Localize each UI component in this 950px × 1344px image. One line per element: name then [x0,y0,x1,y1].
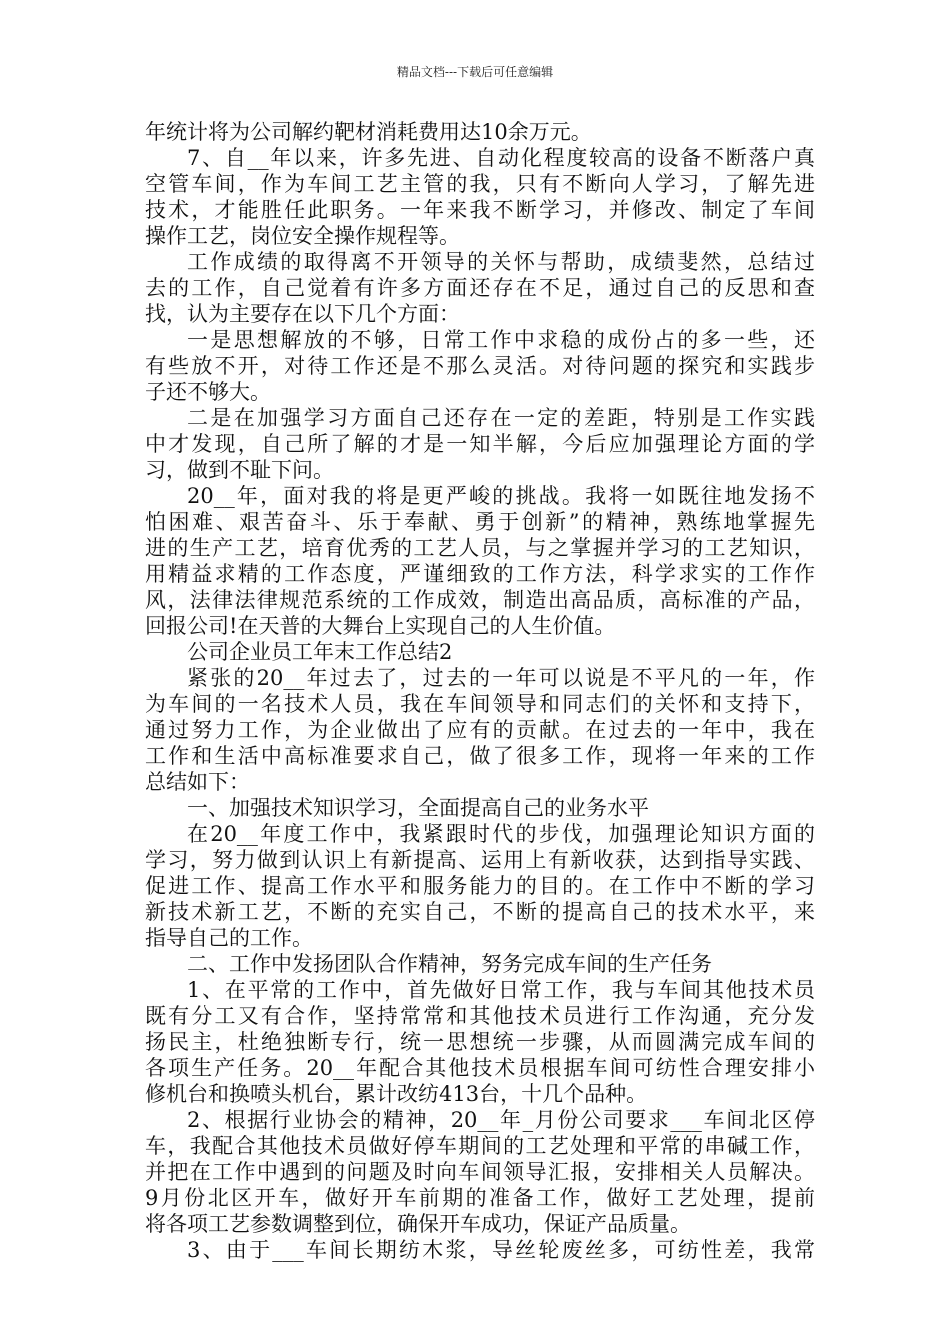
text-line: 扬民主，杜绝独断专行，统一思想统一步骤，从而圆满完成车间的 [145,1030,815,1054]
text-line: 空管车间，作为车间工艺主管的我，只有不断向人学习，了解先进 [145,172,815,196]
text-line: 习，做到不耻下问。 [145,458,334,482]
text-line: 中才发现，自己所了解的才是一知半解，今后应加强理论方面的学 [145,432,815,456]
text-line: 为车间的一名技术人员，我在车间领导和同志们的关怀和支持下， [145,692,815,716]
text-line: 回报公司!在天普的大舞台上实现自己的人生价值。 [145,614,616,638]
text-line: 在20__年度工作中，我紧跟时代的步伐，加强理论知识方面的 [187,822,815,846]
text-line: 二是在加强学习方面自己还存在一定的差距，特别是工作实践 [187,406,815,430]
text-line: 二、工作中发扬团队合作精神，努务完成车间的生产任务 [187,952,712,976]
page-header: 精品文档---下载后可任意编辑 [396,65,554,79]
text-line: 新技术新工艺，不断的充实自己，不断的提高自己的技术水平，来 [145,900,815,924]
text-line: 子还不够大。 [145,380,271,404]
text-line: 2、根据行业协会的精神，20__年_月份公司要求___车间北区停 [187,1108,815,1132]
document-body [145,119,815,1263]
text-line: 20__年，面对我的将是更严峻的挑战。我将一如既往地发扬不 [187,484,815,508]
text-line: 怕困难、艰苦奋斗、乐于奉献、勇于创新”的精神，熟练地掌握先 [145,510,815,534]
text-line: 有些放不开，对待工作还是不那么灵活。对待问题的探究和实践步 [145,354,815,378]
text-line: 并把在工作中遇到的问题及时向车间领导汇报，安排相关人员解决。 [145,1160,815,1184]
text-line: 紧张的20__年过去了，过去的一年可以说是不平凡的一年，作 [187,666,815,690]
text-line: 促进工作、提高工作水平和服务能力的目的。在工作中不断的学习 [145,874,815,898]
text-line: 操作工艺，岗位安全操作规程等。 [145,224,460,248]
text-line: 3、由于___车间长期纺木浆，导丝轮废丝多，可纺性差，我常 [187,1238,815,1262]
text-line: 工作成绩的取得离不开领导的关怀与帮助，成绩斐然，总结过 [187,250,815,274]
text-line: 学习，努力做到认识上有新提高、运用上有新收获，达到指导实践、 [145,848,815,872]
text-line: 修机台和换喷头机台，累计改纺413台，十几个品种。 [145,1082,648,1106]
text-line: 既有分工又有合作，坚持常常和其他技术员进行工作沟通，充分发 [145,1004,815,1028]
text-line: 进的生产工艺，培育优秀的工艺人员，与之掌握并学习的工艺知识， [145,536,815,560]
text-line: 去的工作，自己觉着有许多方面还存在不足，通过自己的反思和查 [145,276,815,300]
text-line: 指导自己的工作。 [145,926,313,950]
text-line: 技术，才能胜任此职务。一年来我不断学习，并修改、制定了车间 [145,198,815,222]
text-line: 车，我配合其他技术员做好停车期间的工艺处理和平常的串碱工作， [145,1134,815,1158]
text-line: 7、自__年以来，许多先进、自动化程度较高的设备不断落户真 [187,146,815,170]
text-line: 找，认为主要存在以下几个方面： [145,302,460,326]
text-line: 风，法律法律规范系统的工作成效，制造出高品质，高标准的产品， [145,588,815,612]
text-line: 通过努力工作，为企业做出了应有的贡献。在过去的一年中，我在 [145,718,815,742]
text-line: 总结如下： [145,770,250,794]
text-line: 一、加强技术知识学习，全面提高自己的业务水平 [187,796,649,820]
text-line: 1、在平常的工作中，首先做好日常工作，我与车间其他技术员 [187,978,815,1002]
text-line: 一是思想解放的不够，日常工作中求稳的成份占的多一些，还 [187,328,815,352]
text-line: 将各项工艺参数调整到位，确保开车成功，保证产品质量。 [145,1212,691,1236]
text-line: 各项生产任务。20__年配合其他技术员根据车间可纺性合理安排小 [145,1056,815,1080]
text-line: 年统计将为公司解约靶材消耗费用达10余万元。 [145,120,592,144]
text-line: 公司企业员工年末工作总结2 [187,640,453,664]
text-line: 工作和生活中高标准要求自己，做了很多工作，现将一年来的工作 [145,744,815,768]
text-line: 用精益求精的工作态度，严谨细致的工作方法，科学求实的工作作 [145,562,815,586]
text-line: 9月份北区开车，做好开车前期的准备工作，做好工艺处理，提前 [145,1186,815,1210]
